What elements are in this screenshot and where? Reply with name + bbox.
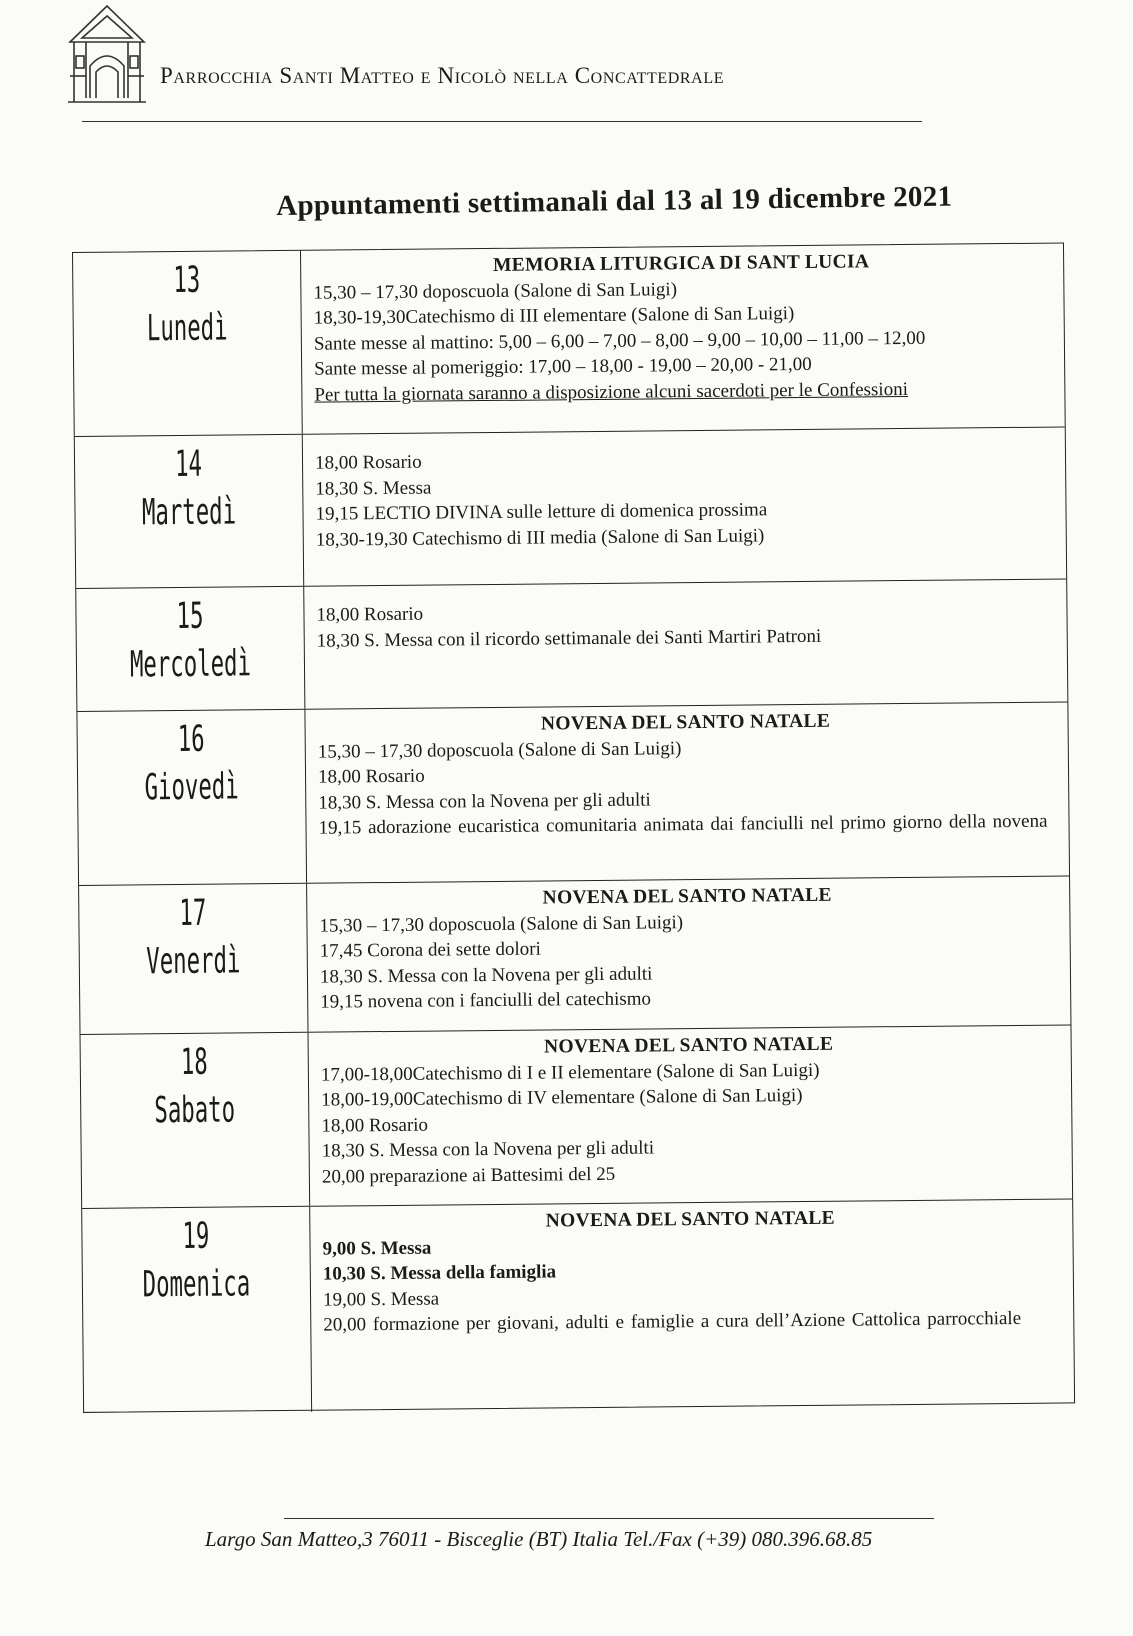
event-line: 15,30 – 17,30 doposcuola (Salone di San Luigi) [317,737,682,763]
event-line: 18,00 Rosario [317,765,425,788]
parish-name: Parrocchia Santi Matteo e Nicolò nella Concattedrale [160,63,725,88]
event-line: 18,00 Rosario [321,1114,429,1137]
events-cell [301,243,1065,433]
day-cell [77,710,307,885]
day-cell [82,1207,312,1414]
event-line: 20,00 formazione per giovani, adulti e famiglie a cura dell’Azione Cattolica parrocchiale [323,1307,1022,1336]
day-name: Martedì [141,491,237,534]
events-cell [309,1025,1073,1205]
event-line: 17,45 Corona dei sette dolori [319,938,541,962]
event-line: 18,30 S. Messa con la Novena per gli adulti [321,1137,655,1162]
day-number: 16 [177,718,205,761]
day-number: 18 [180,1041,208,1083]
event-line: 18,00 Rosario [316,603,424,626]
event-line: 18,30-19,30 Catechismo di III media (Salone di San Luigi) [315,524,765,551]
event-line: 18,30-19,30Catechismo di III elementare (Salone di San Luigi) [313,303,795,329]
day-number: 15 [176,595,204,638]
day-row [79,876,1070,1034]
day-name: Domenica [142,1263,251,1306]
day-name: Giovedì [144,766,239,809]
day-heading: MEMORIA LITURGICA DI SANT LUCIA [492,251,870,276]
day-name: Venerdì [146,940,241,983]
day-cell [76,587,305,711]
events-cell [304,579,1067,708]
day-number: 14 [174,443,203,486]
event-line: 19,00 S. Messa [322,1288,440,1311]
footer-divider [284,1518,934,1519]
day-heading: NOVENA DEL SANTO NATALE [542,884,832,909]
letterhead [66,0,926,128]
day-number: 13 [173,259,201,302]
event-line: 15,30 – 17,30 doposcuola (Salone di San Luigi) [313,278,678,304]
event-line: Sante messe al mattino: 5,00 – 6,00 – 7,00 – 8,00 – 9,00 – 10,00 – 11,00 – 12,00 [313,327,926,355]
event-line: 20,00 preparazione ai Battesimi del 25 [321,1163,616,1188]
day-heading: NOVENA DEL SANTO NATALE [543,1033,834,1058]
event-line: 15,30 – 17,30 doposcuola (Salone di San Luigi) [319,911,684,937]
event-line: 10,30 S. Messa della famiglia [322,1261,557,1285]
day-number: 17 [179,892,207,934]
day-heading: NOVENA DEL SANTO NATALE [540,710,831,735]
event-line: 18,30 S. Messa con la Novena per gli adulti [319,962,653,988]
page-title: Appuntamenti settimanali dal 13 al 19 dicembre 2021 [276,180,953,222]
day-row [77,702,1069,885]
events-cell [303,427,1066,585]
day-row [76,579,1067,711]
event-line: 19,15 novena con i fanciulli del catechismo [320,988,652,1013]
day-number: 19 [182,1215,210,1257]
church-facade-icon [66,2,148,106]
events-cell [307,876,1070,1031]
event-line: 18,30 S. Messa [315,477,432,500]
header-divider [82,121,922,122]
event-line: 18,00-19,00Catechismo di IV elementare (Salone di San Luigi) [321,1085,803,1111]
day-row [82,1199,1074,1413]
events-cell [310,1199,1074,1411]
day-name: Sabato [154,1089,236,1132]
event-line: Sante messe al pomeriggio: 17,00 – 18,00 - 19,00 – 20,00 - 21,00 [314,353,812,380]
event-line: 19,15 adorazione eucaristica comunitaria animata dai fanciulli nel primo giorno della novena [318,810,1048,839]
event-line: 17,00-18,00Catechismo di I e II elementare (Salone di San Luigi) [320,1059,820,1086]
day-row [81,1025,1073,1208]
day-name: Mercoledì [129,643,252,686]
event-line: 18,30 S. Messa con il ricordo settimanale dei Santi Martiri Patroni [316,625,822,652]
events-cell [305,702,1069,882]
day-name: Lunedì [146,307,228,350]
day-row [73,243,1065,436]
day-row [75,427,1066,588]
day-cell [73,251,303,436]
event-line: 18,30 S. Messa con la Novena per gli adulti [318,788,651,814]
event-line: 19,15 LECTIO DIVINA sulle letture di domenica prossima [315,499,768,525]
weekly-schedule-table [72,242,1075,1412]
day-cell [79,884,308,1034]
event-line: 9,00 S. Messa [322,1237,432,1260]
day-cell [75,435,304,588]
day-cell [81,1033,311,1208]
event-line: Per tutta la giornata saranno a disposizione alcuni sacerdoti per le Confessioni [314,378,909,406]
footer-address: Largo San Matteo,3 76011 - Bisceglie (BT) Italia Tel./Fax (+39) 080.396.68.85 [205,1527,873,1551]
day-heading: NOVENA DEL SANTO NATALE [545,1207,836,1232]
event-line: 18,00 Rosario [314,451,422,474]
